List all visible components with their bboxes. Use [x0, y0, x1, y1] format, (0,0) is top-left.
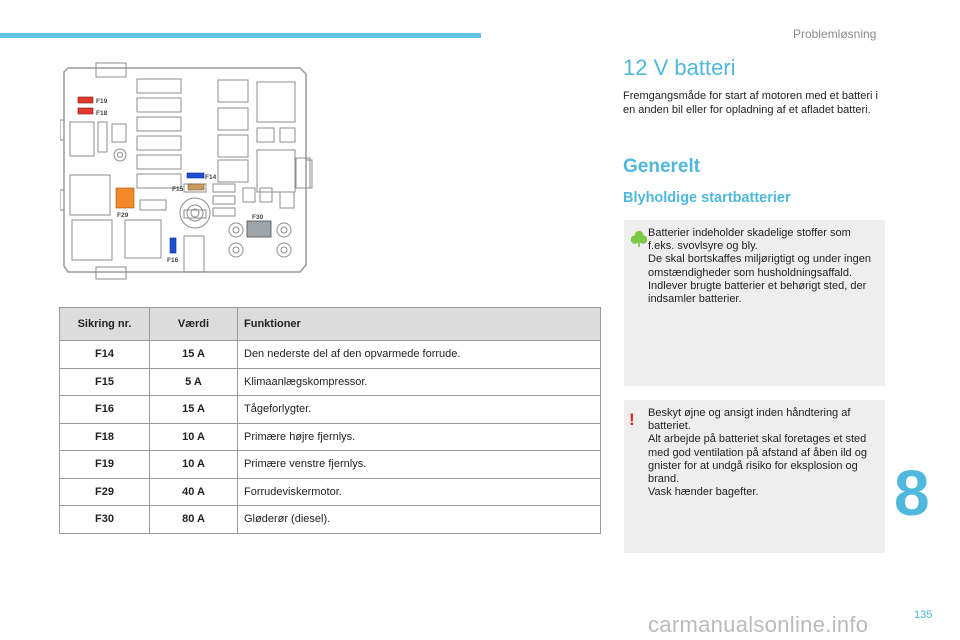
cell-function: Klimaanlægskompressor. — [238, 368, 601, 396]
cell-value: 80 A — [150, 506, 238, 534]
cell-function: Forrudeviskermotor. — [238, 478, 601, 506]
label-f30: F30 — [252, 214, 264, 221]
cell-function: Den nederste del af den opvarmede forrude. — [238, 341, 601, 369]
cell-value: 15 A — [150, 396, 238, 424]
cell-value: 40 A — [150, 478, 238, 506]
fuse-box-diagram — [60, 60, 318, 285]
table-header-row — [60, 308, 601, 341]
chapter-number: 8 — [894, 457, 930, 529]
heading-generelt: Generelt — [623, 156, 701, 177]
cell-function: Gløderør (diesel). — [238, 506, 601, 534]
cell-fuse: F15 — [60, 368, 150, 396]
fuse-f19 — [78, 97, 93, 103]
fuse-f14 — [187, 173, 204, 178]
cell-fuse: F30 — [60, 506, 150, 534]
cell-fuse: F19 — [60, 451, 150, 479]
environment-note-box — [624, 220, 885, 386]
environment-note-text: Batterier indeholder skadelige stoffer som f.eks. svovlsyre og bly. De skal bortskaffes miljørigtigt og under ingen omstændigheder som husholdningsaffald. Indlever brugte batterier et behørigt sted, der indsamler batterier. — [648, 227, 871, 306]
table-row — [60, 423, 601, 451]
label-f15: F15 — [172, 186, 184, 193]
top-accent-bar — [0, 33, 481, 38]
warning-exclamation-icon: ! — [629, 410, 635, 429]
table-row — [60, 506, 601, 534]
cell-fuse: F16 — [60, 396, 150, 424]
subheading-lead-batteries: Blyholdige startbatterier — [623, 190, 791, 206]
cell-value: 10 A — [150, 451, 238, 479]
battery-title: 12 V batteri — [623, 55, 736, 80]
fuse-f29 — [116, 188, 134, 208]
label-f14: F14 — [205, 174, 217, 181]
section-label: Problemløsning — [793, 27, 877, 41]
cell-function: Primære venstre fjernlys. — [238, 451, 601, 479]
fuse-f15 — [188, 184, 204, 190]
label-f29: F29 — [117, 212, 129, 219]
cell-value: 10 A — [150, 423, 238, 451]
col-header-function: Funktioner — [238, 308, 601, 341]
cell-value: 5 A — [150, 368, 238, 396]
label-f18: F18 — [96, 110, 108, 117]
label-f16: F16 — [167, 257, 179, 264]
fuse-f16 — [170, 238, 176, 253]
col-header-fuse: Sikring nr. — [60, 308, 150, 341]
cell-fuse: F29 — [60, 478, 150, 506]
table-row — [60, 451, 601, 479]
page-number: 135 — [914, 609, 933, 621]
cell-function: Tågeforlygter. — [238, 396, 601, 424]
warning-note-box — [624, 400, 885, 553]
table-row — [60, 396, 601, 424]
watermark: carmanualsonline.info — [648, 612, 869, 637]
environment-leaf-icon — [631, 230, 647, 248]
fuse-f18 — [78, 108, 93, 114]
battery-intro: Fremgangsmåde for start af motoren med et batteri i en anden bil eller for opladning af et afladet batteri. — [623, 90, 878, 116]
cell-fuse: F18 — [60, 423, 150, 451]
cell-value: 15 A — [150, 341, 238, 369]
table-row — [60, 368, 601, 396]
label-f19: F19 — [96, 98, 108, 105]
table-row — [60, 341, 601, 369]
cell-function: Primære højre fjernlys. — [238, 423, 601, 451]
table-row — [60, 478, 601, 506]
col-header-value: Værdi — [150, 308, 238, 341]
warning-note-text: Beskyt øjne og ansigt inden håndtering af batteriet. Alt arbejde på batteriet skal foretages et sted med god ventilation på afstand af åben ild og gnister for at undgå risiko for eksplosion og brand. Vask hænder bagefter. — [648, 407, 867, 499]
fuse-table — [59, 307, 601, 534]
cell-fuse: F14 — [60, 341, 150, 369]
fuse-f30 — [247, 221, 271, 237]
